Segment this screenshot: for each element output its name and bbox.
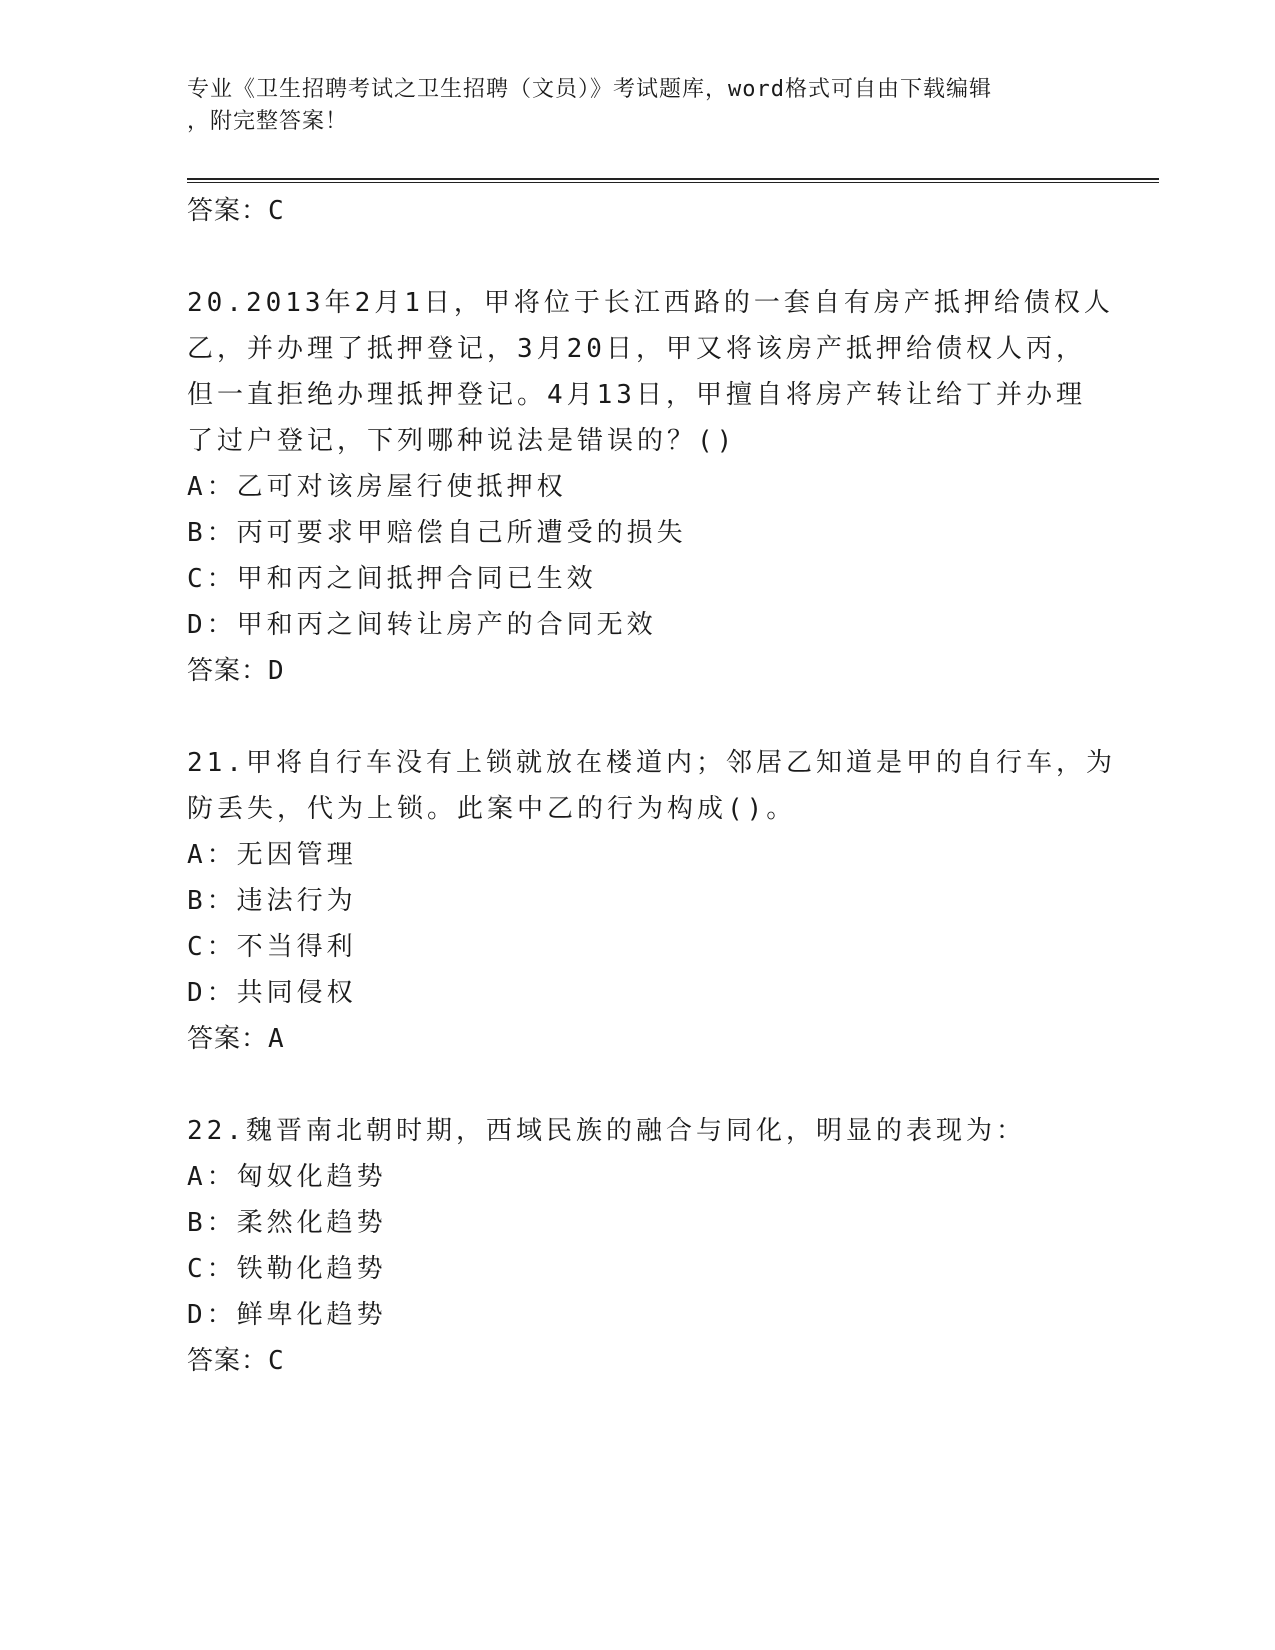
option-c: C：甲和丙之间抵押合同已生效 <box>187 564 597 594</box>
spacer <box>187 694 1087 740</box>
option-d: D：鲜卑化趋势 <box>187 1300 387 1330</box>
spacer <box>187 234 1087 280</box>
previous-answer: 答案：C <box>187 196 285 226</box>
question-text-line: 了过户登记，下列哪种说法是错误的？() <box>187 426 737 456</box>
option-b: B：违法行为 <box>187 886 357 916</box>
option-b: B：柔然化趋势 <box>187 1208 387 1238</box>
question-block-22 <box>187 1108 1087 1384</box>
option-d: D：共同侵权 <box>187 978 357 1008</box>
question-text-line: 20.2013年2月1日，甲将位于长江西路的一套自有房产抵押给债权人 <box>187 288 1114 318</box>
header-line-1: 专业《卫生招聘考试之卫生招聘（文员）》考试题库，word格式可自由下载编辑 <box>187 77 992 102</box>
page-header <box>187 74 1087 138</box>
option-d: D：甲和丙之间转让房产的合同无效 <box>187 610 657 640</box>
question-list <box>187 188 1116 1384</box>
question-text-line: 但一直拒绝办理抵押登记。4月13日，甲擅自将房产转让给丁并办理 <box>187 380 1086 410</box>
question-text-line: 乙，并办理了抵押登记，3月20日，甲又将该房产抵押给债权人丙， <box>187 334 1086 364</box>
spacer <box>187 1062 1087 1108</box>
option-b: B：丙可要求甲赔偿自己所遭受的损失 <box>187 518 687 548</box>
question-text-line: 22.魏晋南北朝时期，西域民族的融合与同化，明显的表现为： <box>187 1116 1026 1146</box>
question-block-20 <box>187 280 1114 694</box>
answer-line: 答案：A <box>187 1024 285 1054</box>
option-c: C：不当得利 <box>187 932 357 962</box>
question-text-line: 防丢失，代为上锁。此案中乙的行为构成()。 <box>187 794 797 824</box>
header-divider <box>187 178 1159 183</box>
question-block-21 <box>187 740 1116 1062</box>
option-a: A：乙可对该房屋行使抵押权 <box>187 472 567 502</box>
option-a: A：无因管理 <box>187 840 357 870</box>
question-text-line: 21.甲将自行车没有上锁就放在楼道内；邻居乙知道是甲的自行车，为 <box>187 748 1116 778</box>
answer-line: 答案：C <box>187 1346 285 1376</box>
header-line-2: ，附完整答案！ <box>187 109 349 134</box>
answer-line: 答案：D <box>187 656 285 686</box>
option-a: A：匈奴化趋势 <box>187 1162 387 1192</box>
option-c: C：铁勒化趋势 <box>187 1254 387 1284</box>
